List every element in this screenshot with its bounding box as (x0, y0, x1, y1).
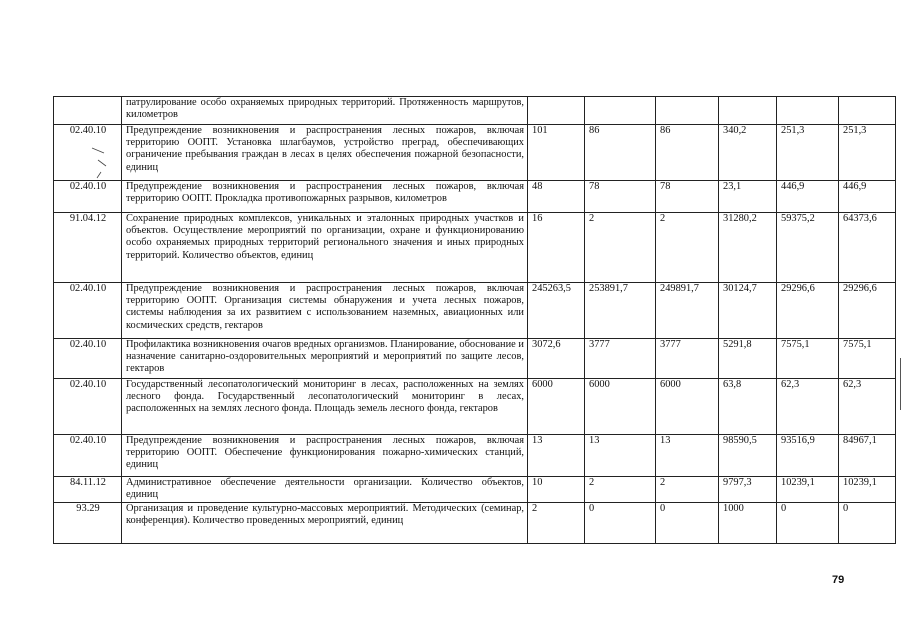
value-cell-3: 3777 (656, 339, 719, 379)
value-cell-3: 0 (656, 503, 719, 544)
value-cell-1: 13 (528, 435, 585, 477)
description-cell: Административное обеспечение деятельности организации. Количество объектов, единиц (122, 477, 528, 503)
value-cell-5: 251,3 (777, 125, 839, 181)
value-cell-2 (585, 97, 656, 125)
activity-code-cell: 02.40.10 (54, 283, 122, 339)
value-cell-4: 31280,2 (719, 213, 777, 283)
activity-code-cell: 84.11.12 (54, 477, 122, 503)
description-cell: Профилактика возникновения очагов вредных организмов. Планирование, обоснование и назначение санитарно-оздоровительных мероприятий и мероприятий по защите лесов, гектаров (122, 339, 528, 379)
activity-code-cell: 02.40.10 (54, 339, 122, 379)
value-cell-6: 446,9 (839, 181, 896, 213)
value-cell-2: 6000 (585, 379, 656, 435)
table-row (54, 125, 896, 181)
value-cell-4: 340,2 (719, 125, 777, 181)
description-cell: Государственный лесопатологический мониторинг в лесах, расположенных на землях лесного фонда. Государственный лесопатологический мониторинг в лесах, расположенных на землях лесного фонда. Площадь земель лесного фонда, гектаров (122, 379, 528, 435)
value-cell-5: 93516,9 (777, 435, 839, 477)
value-cell-1: 2 (528, 503, 585, 544)
table-row (54, 379, 896, 435)
activity-code-cell: 02.40.10 (54, 435, 122, 477)
value-cell-3: 13 (656, 435, 719, 477)
value-cell-2: 86 (585, 125, 656, 181)
table-row (54, 213, 896, 283)
value-cell-3: 249891,7 (656, 283, 719, 339)
value-cell-5: 59375,2 (777, 213, 839, 283)
value-cell-1: 16 (528, 213, 585, 283)
page-number: 79 (832, 574, 845, 586)
value-cell-6: 84967,1 (839, 435, 896, 477)
value-cell-6: 62,3 (839, 379, 896, 435)
value-cell-5 (777, 97, 839, 125)
value-cell-6: 64373,6 (839, 213, 896, 283)
value-cell-3: 86 (656, 125, 719, 181)
value-cell-5: 0 (777, 503, 839, 544)
table-body (54, 97, 896, 544)
value-cell-4: 63,8 (719, 379, 777, 435)
description-cell: патрулирование особо охраняемых природных территорий. Протяженность маршрутов, километров (122, 97, 528, 125)
activity-code-cell: 02.40.10 (54, 181, 122, 213)
description-cell: Предупреждение возникновения и распространения лесных пожаров, включая территорию ООПТ. Прокладка противопожарных разрывов, километров (122, 181, 528, 213)
activity-code-cell: 91.04.12 (54, 213, 122, 283)
description-cell: Предупреждение возникновения и распространения лесных пожаров, включая территорию ООПТ. Обеспечение функционирования пожарно-химических станций, единиц (122, 435, 528, 477)
value-cell-2: 253891,7 (585, 283, 656, 339)
value-cell-1: 10 (528, 477, 585, 503)
description-cell: Сохранение природных комплексов, уникальных и эталонных природных участков и объектов. Осуществление мероприятий по организации, охране и функционированию особо охраняемых природных территорий регионального значения и иных природных территорий. Количество объектов, единиц (122, 213, 528, 283)
value-cell-1: 6000 (528, 379, 585, 435)
description-cell: Предупреждение возникновения и распространения лесных пожаров, включая территорию ООПТ. Организация системы обнаружения и учета лесных пожаров, системы наблюдения за их развитием с использованием наземных, авиационных или космических средств, гектаров (122, 283, 528, 339)
value-cell-5: 446,9 (777, 181, 839, 213)
table-row (54, 503, 896, 544)
value-cell-5: 7575,1 (777, 339, 839, 379)
value-cell-1: 245263,5 (528, 283, 585, 339)
value-cell-4: 5291,8 (719, 339, 777, 379)
value-cell-3 (656, 97, 719, 125)
table-row (54, 477, 896, 503)
value-cell-6: 7575,1 (839, 339, 896, 379)
value-cell-6: 10239,1 (839, 477, 896, 503)
value-cell-3: 78 (656, 181, 719, 213)
value-cell-6: 29296,6 (839, 283, 896, 339)
value-cell-5: 29296,6 (777, 283, 839, 339)
activity-code-cell: 93.29 (54, 503, 122, 544)
value-cell-4: 23,1 (719, 181, 777, 213)
value-cell-4: 1000 (719, 503, 777, 544)
value-cell-3: 2 (656, 213, 719, 283)
table-row (54, 283, 896, 339)
value-cell-4: 98590,5 (719, 435, 777, 477)
description-cell: Предупреждение возникновения и распространения лесных пожаров, включая территорию ООПТ. Установка шлагбаумов, устройство преград, обеспечивающих ограничение пребывания граждан в лесах в целях обеспечения пожарной безопасности, единиц (122, 125, 528, 181)
activity-code-cell: 02.40.10 (54, 125, 122, 181)
value-cell-2: 13 (585, 435, 656, 477)
value-cell-5: 10239,1 (777, 477, 839, 503)
description-cell: Организация и проведение культурно-массовых мероприятий. Методических (семинар, конференция). Количество проведенных мероприятий, единиц (122, 503, 528, 544)
value-cell-1 (528, 97, 585, 125)
scan-edge-mark (900, 358, 901, 410)
table-row (54, 435, 896, 477)
value-cell-3: 6000 (656, 379, 719, 435)
value-cell-2: 0 (585, 503, 656, 544)
value-cell-1: 101 (528, 125, 585, 181)
value-cell-6 (839, 97, 896, 125)
table-row (54, 181, 896, 213)
value-cell-1: 3072,6 (528, 339, 585, 379)
table-row (54, 97, 896, 125)
activity-code-cell (54, 97, 122, 125)
value-cell-1: 48 (528, 181, 585, 213)
value-cell-4: 9797,3 (719, 477, 777, 503)
activity-code-cell: 02.40.10 (54, 379, 122, 435)
table-row (54, 339, 896, 379)
value-cell-5: 62,3 (777, 379, 839, 435)
value-cell-4: 30124,7 (719, 283, 777, 339)
value-cell-2: 2 (585, 477, 656, 503)
value-cell-6: 251,3 (839, 125, 896, 181)
value-cell-6: 0 (839, 503, 896, 544)
value-cell-2: 3777 (585, 339, 656, 379)
indicators-table (53, 96, 896, 544)
value-cell-4 (719, 97, 777, 125)
value-cell-2: 78 (585, 181, 656, 213)
value-cell-3: 2 (656, 477, 719, 503)
value-cell-2: 2 (585, 213, 656, 283)
